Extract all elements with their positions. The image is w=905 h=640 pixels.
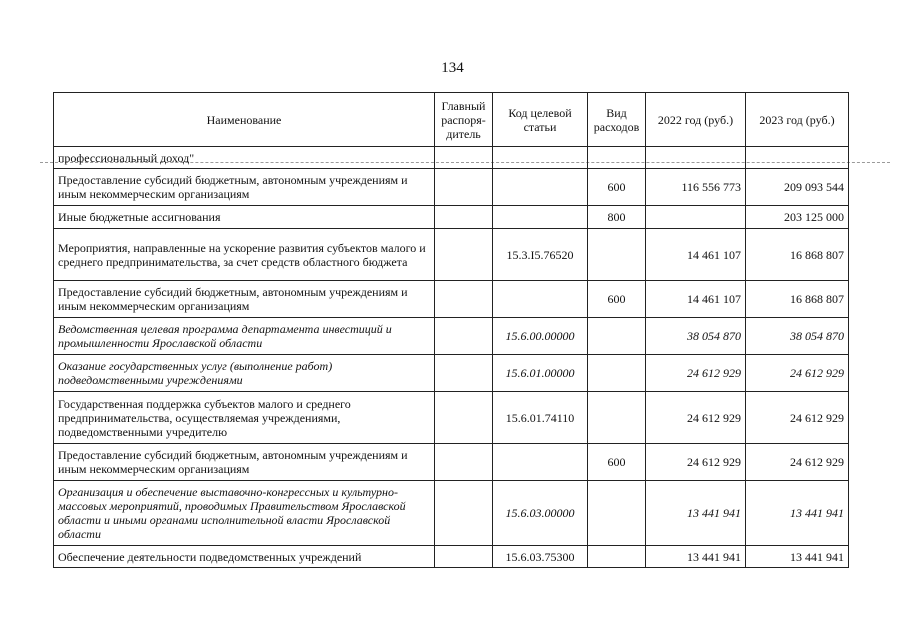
row-name: Организация и обеспечение выставочно-конгрессных и культурно-массовых мероприятий, проводимых Правительством Ярославской области и иными органами исполнительной власти Ярославской области xyxy=(54,481,435,546)
row-amount-2022: 24 612 929 xyxy=(646,444,746,481)
row-main-manager xyxy=(435,206,493,229)
table-row xyxy=(54,206,849,229)
row-name: Иные бюджетные ассигнования xyxy=(54,206,435,229)
row-amount-2023: 38 054 870 xyxy=(746,318,849,355)
table-row xyxy=(54,169,849,206)
row-expense-type xyxy=(588,546,646,568)
table-row xyxy=(54,281,849,318)
row-main-manager xyxy=(435,169,493,206)
row-amount-2022: 14 461 107 xyxy=(646,229,746,281)
row-amount-2023: 13 441 941 xyxy=(746,481,849,546)
table-body xyxy=(54,147,849,568)
row-target-code: 15.3.I5.76520 xyxy=(493,229,588,281)
table-row xyxy=(54,229,849,281)
row-amount-2022: 116 556 773 xyxy=(646,169,746,206)
row-main-manager xyxy=(435,281,493,318)
budget-table xyxy=(53,92,849,568)
row-amount-2022: 13 441 941 xyxy=(646,481,746,546)
header-target-code: Код целевой статьи xyxy=(493,93,588,147)
row-amount-2023: 24 612 929 xyxy=(746,392,849,444)
row-name: Обеспечение деятельности подведомственных учреждений xyxy=(54,546,435,568)
row-target-code: 15.6.01.74110 xyxy=(493,392,588,444)
table-row xyxy=(54,355,849,392)
row-amount-2022: 14 461 107 xyxy=(646,281,746,318)
row-expense-type: 600 xyxy=(588,281,646,318)
table-row xyxy=(54,147,849,169)
row-target-code: 15.6.03.00000 xyxy=(493,481,588,546)
row-name: Предоставление субсидий бюджетным, автономным учреждениям и иным некоммерческим организациям xyxy=(54,281,435,318)
header-name: Наименование xyxy=(54,93,435,147)
row-amount-2023: 16 868 807 xyxy=(746,281,849,318)
header-expense-type: Вид расходов xyxy=(588,93,646,147)
row-name: Мероприятия, направленные на ускорение развития субъектов малого и среднего предпринимательства, за счет средств областного бюджета xyxy=(54,229,435,281)
row-amount-2022: 13 441 941 xyxy=(646,546,746,568)
row-expense-type xyxy=(588,318,646,355)
row-amount-2023 xyxy=(746,147,849,169)
row-expense-type xyxy=(588,481,646,546)
row-amount-2022: 24 612 929 xyxy=(646,392,746,444)
table-row xyxy=(54,481,849,546)
table-header-row xyxy=(54,93,849,147)
row-target-code xyxy=(493,147,588,169)
row-name: Предоставление субсидий бюджетным, автономным учреждениям и иным некоммерческим организациям xyxy=(54,169,435,206)
header-year-2023: 2023 год (руб.) xyxy=(746,93,849,147)
row-amount-2022 xyxy=(646,147,746,169)
table-row xyxy=(54,444,849,481)
row-target-code xyxy=(493,206,588,229)
table-row xyxy=(54,546,849,568)
row-amount-2022: 38 054 870 xyxy=(646,318,746,355)
row-main-manager xyxy=(435,546,493,568)
row-main-manager xyxy=(435,318,493,355)
page-number: 134 xyxy=(441,60,464,76)
header-year-2022: 2022 год (руб.) xyxy=(646,93,746,147)
row-name: Ведомственная целевая программа департамента инвестиций и промышленности Ярославской области xyxy=(54,318,435,355)
row-target-code: 15.6.03.75300 xyxy=(493,546,588,568)
row-amount-2022: 24 612 929 xyxy=(646,355,746,392)
table-row xyxy=(54,392,849,444)
row-amount-2023: 13 441 941 xyxy=(746,546,849,568)
row-target-code xyxy=(493,444,588,481)
row-target-code: 15.6.00.00000 xyxy=(493,318,588,355)
row-expense-type xyxy=(588,355,646,392)
row-amount-2023: 16 868 807 xyxy=(746,229,849,281)
row-name: Государственная поддержка субъектов малого и среднего предпринимательства, осуществляемая учреждениями, подведомственными учредителю xyxy=(54,392,435,444)
row-main-manager xyxy=(435,481,493,546)
row-main-manager xyxy=(435,444,493,481)
row-expense-type: 600 xyxy=(588,169,646,206)
row-amount-2023: 24 612 929 xyxy=(746,355,849,392)
row-name: профессиональный доход" xyxy=(54,147,435,169)
row-expense-type: 800 xyxy=(588,206,646,229)
row-main-manager xyxy=(435,355,493,392)
row-name: Предоставление субсидий бюджетным, автономным учреждениям и иным некоммерческим организациям xyxy=(54,444,435,481)
row-target-code xyxy=(493,281,588,318)
row-target-code: 15.6.01.00000 xyxy=(493,355,588,392)
header-main-manager: Главный распоря-дитель xyxy=(435,93,493,147)
row-name: Оказание государственных услуг (выполнение работ) подведомственными учреждениями xyxy=(54,355,435,392)
table-row xyxy=(54,318,849,355)
row-amount-2022 xyxy=(646,206,746,229)
row-amount-2023: 209 093 544 xyxy=(746,169,849,206)
row-target-code xyxy=(493,169,588,206)
row-main-manager xyxy=(435,147,493,169)
row-expense-type xyxy=(588,392,646,444)
row-expense-type xyxy=(588,229,646,281)
row-main-manager xyxy=(435,392,493,444)
row-expense-type xyxy=(588,147,646,169)
row-amount-2023: 24 612 929 xyxy=(746,444,849,481)
row-expense-type: 600 xyxy=(588,444,646,481)
row-amount-2023: 203 125 000 xyxy=(746,206,849,229)
row-main-manager xyxy=(435,229,493,281)
